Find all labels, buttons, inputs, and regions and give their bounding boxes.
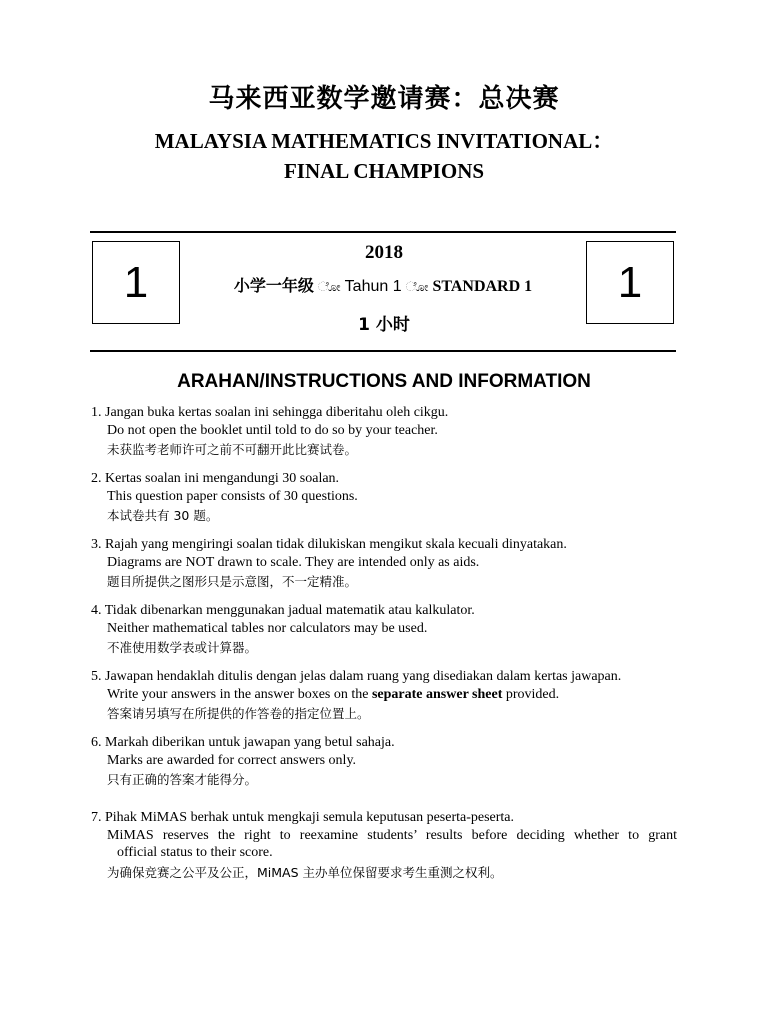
instruction-item-2	[91, 470, 677, 525]
banner-top-rule	[90, 231, 676, 233]
instruction-en: Neither mathematical tables nor calculators may be used.	[107, 620, 428, 636]
grade-cn: 小学一年级	[233, 276, 314, 295]
instruction-cn: 为确保竞赛之公平及公正，MiMAS 主办单位保留要求考生重测之权利。	[107, 864, 503, 880]
instruction-cn: 答案请另填写在所提供的作答卷的指定位置上。	[107, 706, 370, 721]
instruction-en-after: provided.	[502, 686, 560, 702]
banner-year: 2018	[365, 242, 403, 263]
banner-grade-line	[180, 273, 586, 296]
instruction-cn: 本试卷共有 30 题。	[107, 508, 219, 523]
instructions-heading: ARAHAN/INSTRUCTIONS AND INFORMATION	[177, 371, 591, 392]
instruction-ms: 2. Kertas soalan ini mengandungi 30 soalan.	[91, 471, 340, 486]
page-title-en	[0, 126, 768, 186]
instruction-en: This question paper consists of 30 questions.	[107, 488, 358, 504]
page-title-en-line1: MALAYSIA MATHEMATICS INVITATIONAL：	[154, 129, 614, 153]
instruction-en: Marks are awarded for correct answers only.	[107, 752, 357, 768]
instruction-item-4	[91, 602, 677, 657]
instruction-item-1	[91, 404, 677, 459]
banner-bottom-rule	[90, 350, 676, 352]
grade-ms: Tahun 1	[344, 278, 402, 295]
instruction-en: Do not open the booklet until told to do so by your teacher.	[107, 422, 438, 438]
page-title-en-line2: FINAL CHAMPIONS	[283, 159, 485, 183]
instruction-cn: 不准使用数学表或计算器。	[107, 640, 258, 655]
instruction-item-5	[91, 668, 677, 723]
instruction-ms: 5. Jawapan hendaklah ditulis dengan jelas dalam ruang yang disediakan dalam kertas jawapan.	[91, 669, 622, 684]
instruction-cn: 题目所提供之图形只是示意图，不一定精准。	[107, 574, 358, 589]
page-title-cn: 马来西亚数学邀请赛：总决赛	[208, 84, 560, 114]
instruction-ms: 4. Tidak dibenarkan menggunakan jadual matematik atau kalkulator.	[91, 603, 475, 618]
instruction-ms: 1. Jangan buka kertas soalan ini sehingga diberitahu oleh cikgu.	[91, 405, 449, 420]
instruction-item-6	[91, 734, 677, 789]
instruction-en: MiMAS reserves the right to reexamine students’ results before deciding whether to grant	[107, 827, 677, 843]
instruction-ms: 6. Markah diberikan untuk jawapan yang betul sahaja.	[91, 735, 395, 750]
instruction-en-emphasis: separate answer sheet	[371, 686, 503, 702]
instruction-en-cont: official status to their score.	[117, 845, 273, 860]
grade-en: STANDARD 1	[432, 278, 533, 295]
instruction-ms: 7. Pihak MiMAS berhak untuk mengkaji semula keputusan peserta-peserta.	[91, 810, 515, 825]
banner-left-number-box: 1	[92, 241, 180, 324]
instruction-item-3	[91, 536, 677, 591]
instruction-en-before: Write your answers in the answer boxes on the	[107, 686, 372, 702]
instruction-cn: 未获监考老师许可之前不可翻开此比赛试卷。	[107, 442, 358, 457]
banner-right-number-box: 1	[586, 241, 674, 324]
instruction-en: Diagrams are NOT drawn to scale. They are intended only as aids.	[107, 554, 480, 570]
ornament-icon: ೋ	[317, 280, 341, 295]
instruction-ms: 3. Rajah yang mengiringi soalan tidak dilukiskan mengikut skala kecuali dinyatakan.	[91, 537, 567, 552]
ornament-icon: ೋ	[405, 280, 429, 295]
instruction-cn: 只有正确的答案才能得分。	[107, 772, 258, 787]
instruction-en	[91, 686, 677, 704]
instruction-item-7	[91, 809, 677, 882]
instructions-list	[91, 404, 677, 882]
banner-duration: 1 小时	[358, 315, 410, 335]
